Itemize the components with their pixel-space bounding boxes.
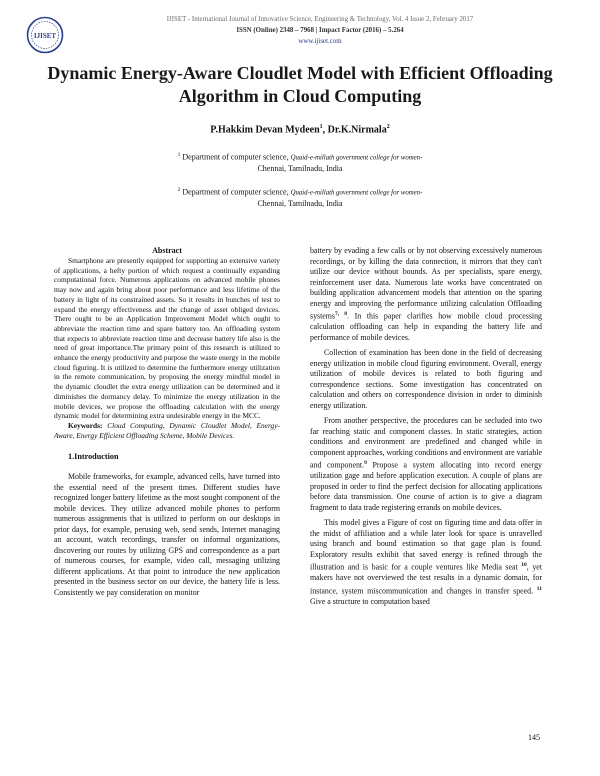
journal-header [80,14,560,47]
keywords [54,421,280,440]
paragraph-text: battery by evading a few calls or by not observing excessively numerous recordings, or by killing the data connection, it mirrors that they can't utilize our device without bounds. As per specialists, spare energy, reinforcement user data. Numerous late works have concentrated on building application advancement models that attention on the sparing energy and improving the performance utilizing calculation Offloading systems [310,246,542,321]
keywords-label: Keywords: [68,420,103,430]
right-column [310,246,542,610]
paragraph [310,518,542,607]
keywords-text: Cloud Computing, Dynamic Cloudlet Model, Energy- Aware, Energy Efficient Offloading Scheme, Mobile Devices. [54,420,280,440]
author-superscript: 1 [319,124,323,130]
paragraph-text: Give a structure to computation based [310,597,430,606]
journal-title-line: IJISET - International Journal of Innovative Science, Engineering & Technology, Vol. 4 Issue 2, February 2017 [166,16,474,23]
paragraph [310,246,542,343]
citation: 11 [536,585,542,592]
paragraph [310,416,542,513]
author-name: Dr.K.Nirmala [327,124,387,136]
abstract-heading: Abstract [152,246,182,255]
citation: 9 [364,460,367,467]
paragraph-text: Propose a system allocating into record energy utilization gage and before application execution. A couple of plans are proposed in order to find the perfect decision for allocating applications before data transmission. One course of action is to give a diagram fragment to data trade registering errands on mobile devices. [310,460,542,512]
issn-line: ISSN (Online) 2348 – 7968 | Impact Factor (2016) – 5.264 [236,27,404,34]
author-list [0,124,600,135]
affiliation [130,185,470,209]
journal-logo [26,16,64,54]
paragraph: Collection of examination has been done in the field of decreasing energy utilization in mobile cloud figuring environment. Overall, energy utilization of mobile devices is related to both figuring and correspondence sections. Some investigation has concentrated on calculation and others on correspondence division in order to diminish energy utilization. [310,348,542,410]
paragraph-text: . In this paper clarifies how mobile cloud processing calculation offloading can help in expanding the battery life and performance of mobile devices. [310,311,542,342]
paragraph-text: This model gives a Figure of cost on figuring time and data offer in the midst of affiliation and a while later look for space is unravelled using branch and bound estimation so that gage plan is found. Exploratory results exhibit that saved energy is refined through the illustration and is basic for a couple ventures like Media seat [310,518,542,572]
citation: 7, 8 [335,311,347,317]
citation: 10 [521,562,527,569]
affiliation-college: Quaid-e-millath government college for women- [290,189,423,197]
journal-url-link[interactable]: www.ijiset.com [298,38,342,45]
paragraph-text: From another perspective, the procedures can be secluded into two far reaching static and component classes. In static strategies, action conditions and environment are predefined and changed while in component approaches, working conditions and environment are variable and component. [310,416,542,470]
affiliation-superscript: 2 [177,187,181,193]
abstract-body: Smartphone are presently equipped for supporting an extensive variety of applications, a hefty portion of which request a continually expanding computational force. Numerous applications on advanced mobile phones may now and again bring about poor performance and less lifetime of the battery in light of its constrained assets. So it results in bunches of test to expand the energy effectiveness and the change of asset obliged devices. There ought to be an Application Improvement Model which ought to abbreviate the reaction time and spare battery too. An offloading system that expects to abbreviate reaction time and decrease battery life also is the need of great importance.The primary point of this research is utilized to enhance the energy productivity and purpose the waste energy in the mobile cloud figuring. It is utilized to determine the furthermore energy utilization in the remote communication, by proposing the energy mindful model in the dynamic cloudlet the extra energy utilization can be determined and it diminishes the dormancy delay. To minimize the energy utilization in the mobile devices, we propose the offloading calculation with the energy dynamic model for determining extra undesirable energy in the MCC. [54,256,280,421]
author-superscript: 2 [386,124,390,130]
affiliation [130,150,470,174]
affiliation-department: Department of computer science, [180,187,291,197]
journal-logo-text: IJISET [33,32,57,40]
affiliation-city: Chennai, Tamilnadu, India [257,163,343,173]
author-separator: , [322,124,328,136]
affiliation-city: Chennai, Tamilnadu, India [257,198,343,208]
paragraph-text: , yet makers have not overviewed the test results in a dynamic domain, for instance, system miscommunication and changes in transfer speed. [310,562,543,596]
page-number: 145 [528,733,540,742]
paper-title: Dynamic Energy-Aware Cloudlet Model with Efficient Offloading Algorithm in Cloud Computing [47,63,553,106]
affiliation-college: Quaid-e-millath government college for women- [290,154,423,162]
author-name: P.Hakkim Devan Mydeen [210,124,320,136]
affiliation-superscript: 1 [177,152,181,158]
introduction-body: Mobile frameworks, for example, advanced cells, have turned into the essential need of the present times. Different studies have recognized longer battery lifetime as the most sought component of the mobile devices. They utilize advanced mobile phones to perform numerous assignments that is utilized to perform on our desktops in prior days, for example, perusing web, send sends, Internet managing an account, watch recordings, transfer on informal organizations, discovering our routes by utilizing GPS and correspondence as a part of numerous courses, for example, video call, messaging utilizing different applications. At that point to introduce the new application presented in the business sector on our device, the battery life is less. Consistently we pay consideration on monitor [54,472,280,597]
affiliation-department: Department of computer science, [180,152,291,162]
introduction-heading: 1.Introduction [68,452,119,462]
left-column [54,246,280,598]
